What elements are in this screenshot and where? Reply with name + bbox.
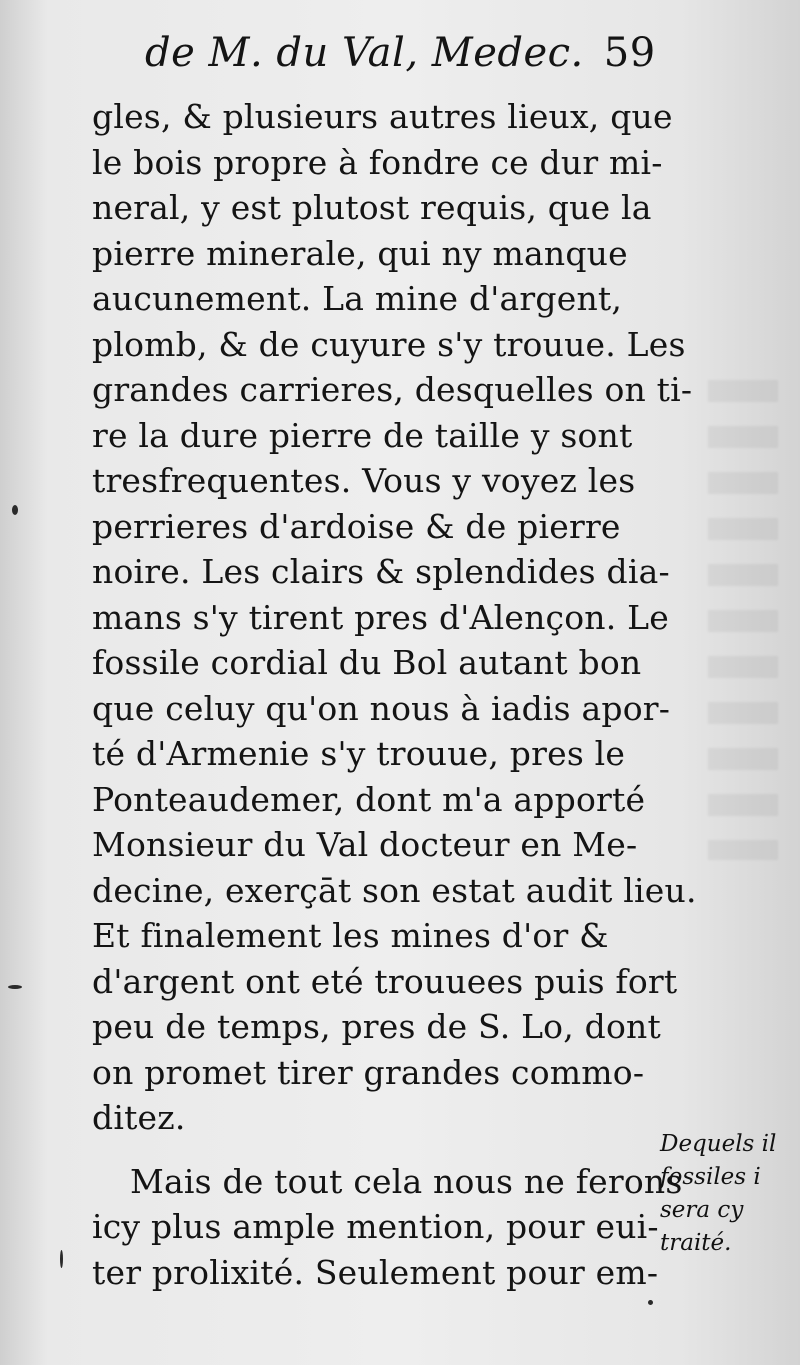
text-line: icy plus ample mention, pour eui- [92,1207,659,1246]
ink-speck [648,1300,653,1305]
paragraph-gap [92,1141,652,1159]
text-line: té d'Armenie s'y trouue, pres le [92,734,626,773]
text-line: on promet tirer grandes commo- [92,1052,645,1092]
text-line: grandes carrieres, desquelles on ti- [92,370,693,409]
ink-speck [8,985,22,989]
marginal-note-line: Dequels il [660,1131,777,1157]
marginal-note [660,1128,795,1260]
text-line: que celuy qu'on nous à iadis apor- [92,688,671,728]
text-line: plomb, & de cuyure s'y trouue. Les [92,324,686,364]
text-line: noire. Les clairs & splendides dia- [92,552,670,591]
page-number: 59 [603,30,656,76]
text-line: fossile cordial du Bol autant bon [92,643,642,682]
text-line: ter prolixité. Seulement pour em- [92,1252,659,1292]
show-through-shadow [708,380,778,860]
text-line: pierre minerale, qui ny manque [92,233,628,273]
ink-speck [12,505,18,515]
running-title: de M. du Val, Medec. [145,30,584,76]
text-line: neral, y est plutost requis, que la [92,188,652,227]
text-line: ditez. [92,1098,186,1137]
marginal-note-line: traité. [660,1230,732,1256]
ink-speck [60,1250,63,1268]
text-line: le bois propre à fondre ce dur mi- [92,142,663,182]
text-line: Ponteaudemer, dont m'a apporté [92,779,646,819]
text-line: Et finalement les mines d'or & [92,916,609,955]
text-line: re la dure pierre de taille y sont [92,415,633,455]
text-line: decine, exerçāt son estat audit lieu. [92,870,697,910]
text-line: aucunement. La mine d'argent, [92,279,623,318]
text-line: perrieres d'ardoise & de pierre [92,506,621,546]
marginal-note-line: fossiles i [660,1164,761,1190]
text-line: peu de temps, pres de S. Lo, dont [92,1007,661,1046]
text-line: mans s'y tirent pres d'Alençon. Le [92,597,669,637]
text-line: Monsieur du Val docteur en Me- [92,825,638,864]
running-header [145,30,656,76]
text-line: tresfrequentes. Vous y voyez les [92,461,636,500]
marginal-note-line: sera cy [660,1197,744,1223]
paragraph-first-line: Mais de tout cela nous ne ferons [130,1161,683,1201]
text-line: d'argent ont eté trouuees puis fort [92,961,678,1001]
text-line: gles, & plusieurs autres lieux, que [92,97,673,136]
